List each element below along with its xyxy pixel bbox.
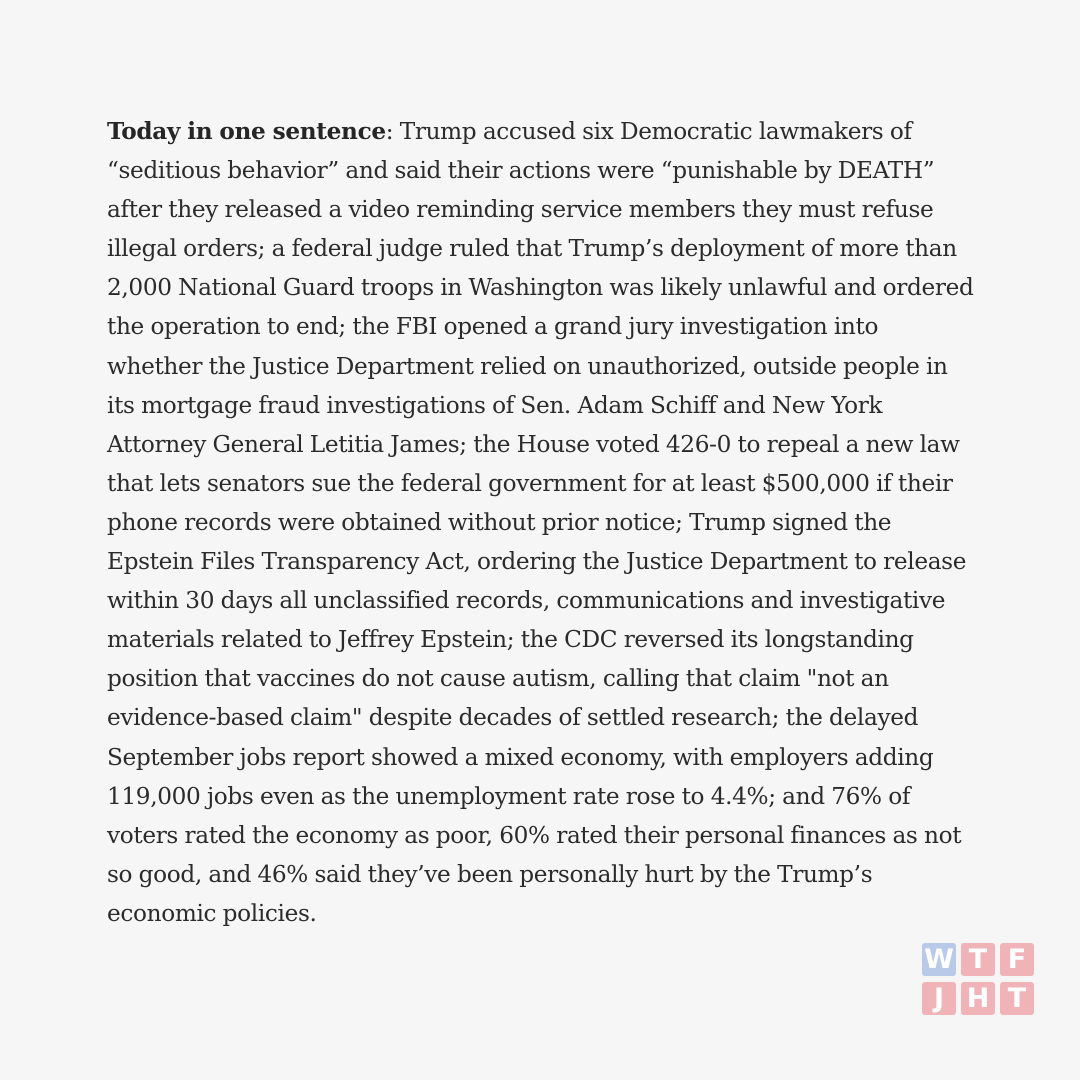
logo-letter-t: T — [961, 943, 995, 976]
article-body: : Trump accused six Democratic lawmakers of “seditious behavior” and said their actions were “punishable by DEATH” after they released a video reminding service members they must refuse illegal orders; a federal judge ruled that Trump’s deployment of more than 2,000 National Guard troops in Washington was likely unlawful and ordered the operation to end; the FBI opened a grand jury investigation into whether the Justice Department relied on unauthorized, outside people in its mortgage fraud investigations of Sen. Adam Schiff and New York Attorney General Letitia James; the House voted 426-0 to repeal a new law that lets senators sue the federal government for at least $500,000 if their phone records were obtained without prior notice; Trump signed the Epstein Files Transparency Act, ordering the Justice Department to release within 30 days all unclassified records, communications and investigative materials related to Jeffrey Epstein; the CDC reversed its longstanding position that vaccines do not cause autism, calling that claim "not an evidence-based claim" despite decades of settled research; the delayed September jobs report showed a mixed economy, with employers adding 119,000 jobs even as the unemployment rate rose to 4.4%; and 76% of voters rated the economy as poor, 60% rated their personal finances as not so good, and 46% said they’ve been personally hurt by the Trump’s economic policies. — [107, 118, 974, 927]
lead-label: Today in one sentence — [107, 118, 386, 145]
logo-letter-j: J — [922, 982, 956, 1015]
logo-letter-w: W — [922, 943, 956, 976]
wtf-jht-logo — [922, 943, 1034, 1015]
logo-letter-h: H — [961, 982, 995, 1015]
article-paragraph — [107, 112, 977, 933]
logo-letter-f: F — [1000, 943, 1034, 976]
logo-letter-t2: T — [1000, 982, 1034, 1015]
